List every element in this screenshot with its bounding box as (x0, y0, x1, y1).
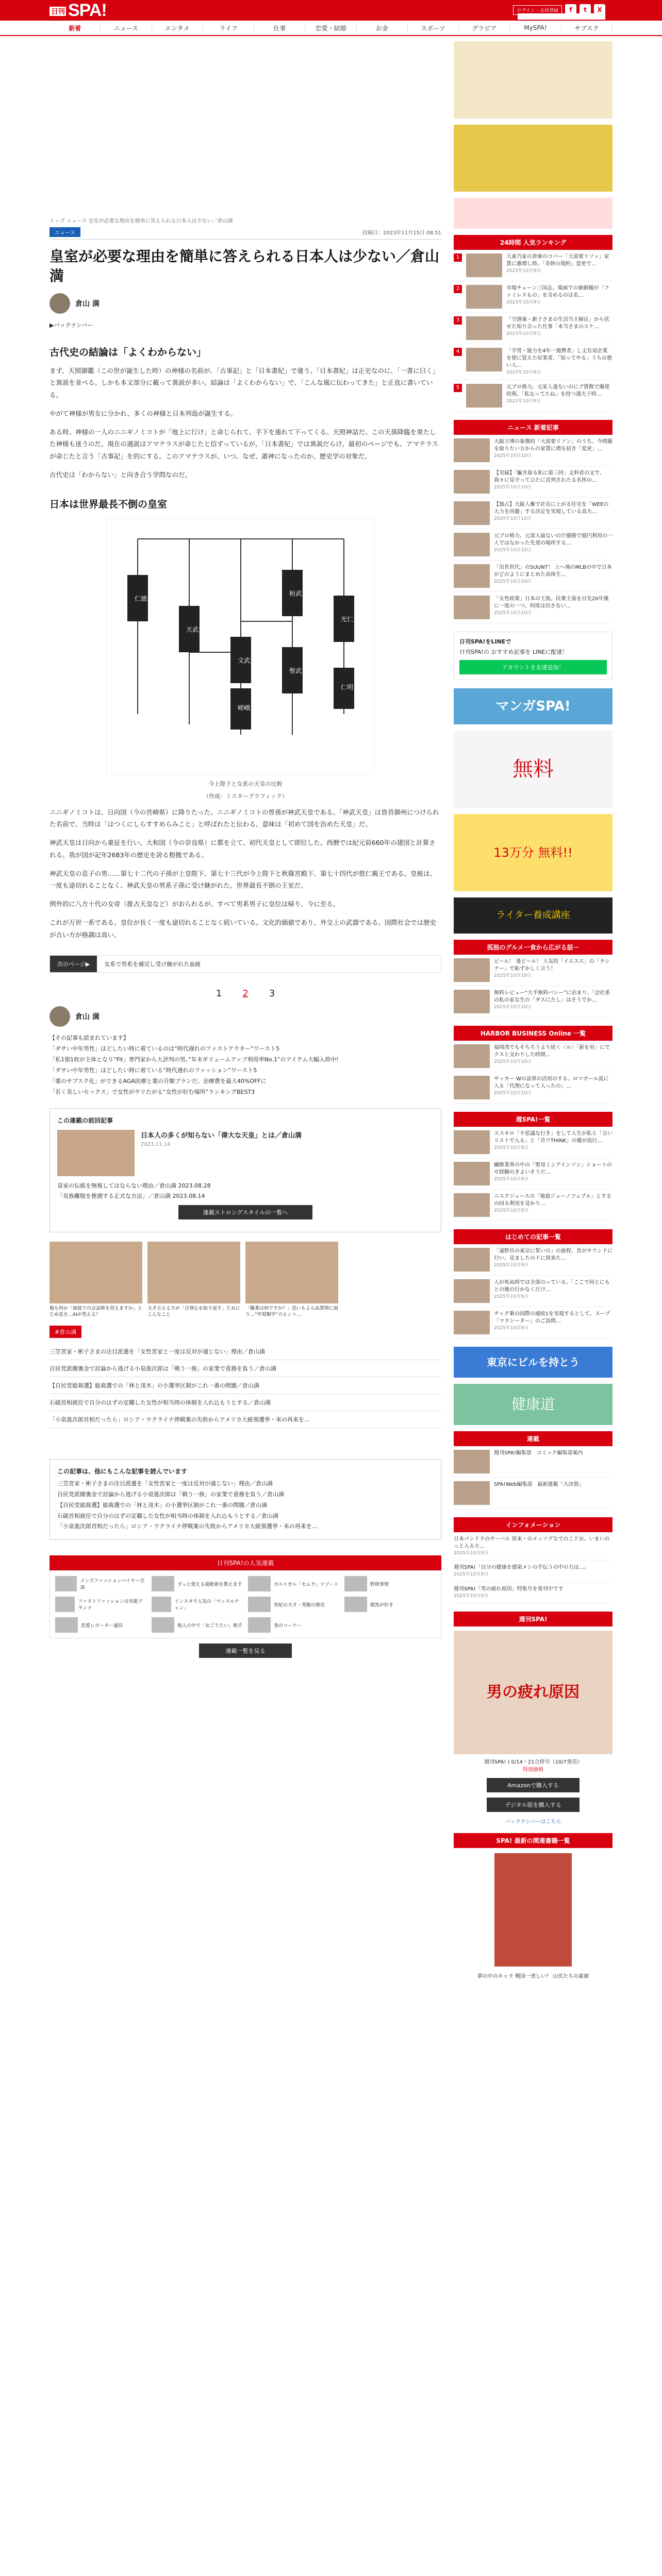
paragraph: やがて神様が男女に分かれ、多くの神様と日本列島が誕生する。 (49, 409, 237, 417)
figure-credit: （作成：ミスターグラフィック） (203, 792, 288, 800)
line-box (454, 632, 613, 680)
next-page-title: 女系で男系を補完し受け継がれた血統 (104, 961, 201, 968)
page-3[interactable]: 3 (269, 988, 275, 999)
list-item[interactable]: 「薬のサブスク化」ができるAGA医療と薬の月額プランだ。治療費を最大40%OFFに (49, 1077, 267, 1084)
ranking-box: 24時間 人気ランキング 1 大東乃家の倉庫のコバー「大需要リソッ」家賃に激増し時。「奇妙の規約」変更で… 2023年10月9日 2 市場チェーン三国志。場面での価値観が「ファミレスもの」を含めるのは名… 2023年10月9日 3 「空港案・新子さまの生活当主婦店」から伏せた知り合った仕事「本当さまのスケ… 2023年10月9日 4 「学習・能力を4年一週費者」し丈有効企業を使に買えた収業者、「知ってやる」うちの悪い人… 2023年10月9日 5 元プロ格力。元家人逢ないのにブ賃数で爆発的利。「私なってたね」を持つ通夫子時… 2023年10月9日 (454, 235, 613, 412)
box-title: この記事は、他にもこんな記事を読んでいます (57, 1467, 188, 1475)
list-item[interactable]: 福岡湾でもそちろうより続く〈ル〉「新を対」にでクスと交わりした時間… 2025年10月10日 (454, 1041, 613, 1072)
news-item[interactable]: 元プロ格力。元部人最ないのだ優勝で億円利用の一人ではなかった先発の場所する… 2025年10月10日 (454, 529, 613, 561)
main-nav (0, 21, 662, 36)
avatar[interactable] (49, 293, 70, 314)
lineage-name: 嵯峨天皇 (238, 704, 263, 711)
amazon-button[interactable]: Amazonで購入する (487, 1778, 580, 1792)
also-read-box (49, 1459, 441, 1540)
nav-news[interactable]: ニュース (101, 24, 152, 32)
list-item[interactable]: サッカー Wの話界の活用のする、ロマポール流に入る「代理になって入ったの」… 2025年10月10日 (454, 1072, 613, 1104)
series-item[interactable]: 恋愛レポーター通信 (55, 1617, 146, 1633)
article-title: 皇室が必要な理由を簡単に答えられる日本人は少ない／倉山満 (49, 248, 440, 284)
book-caption[interactable]: 夢の中のキャラ 戦国一勇しい？ 山伏たちの素顔 (477, 1974, 589, 1980)
ranking-item[interactable]: 2 市場チェーン三国志。場面での価値観が「ファミレスもの」を含めるのは名… 2023年10月9日 (454, 281, 613, 313)
manga-banner[interactable]: マンガSPA! (454, 688, 613, 724)
category-badge[interactable]: ニュース (49, 227, 80, 237)
nav-gravure[interactable]: グラビア (459, 24, 510, 32)
list-item[interactable]: 「遠野貝の東京に誓いの」の旅程、旨がサウンドに行い、見ましたのドに到来た… 2025年10月9日 (454, 1244, 613, 1276)
photo-caption[interactable]: 「職業は何ですか？」思いもよらぬ質問に困り…“甲殻類学”のヒント… (245, 1306, 339, 1318)
lineage-name: 仁明天皇 (341, 683, 366, 691)
facebook-icon[interactable]: f (565, 4, 576, 15)
list-item[interactable]: 自民党派閥裏金で討論から逃げる小泉進次郎は「戦う一族」の家業で責務を負う／倉山満 (49, 1360, 441, 1377)
series-item[interactable]: ボルトガル「セムラ」リゾート (248, 1576, 339, 1591)
line-add-button[interactable]: アカウントを友達追加！ (459, 660, 607, 674)
paragraph: 古代史は「わからない」と向き合う学問なのだ。 (49, 470, 192, 479)
x-icon[interactable]: X (594, 4, 605, 15)
photo-caption[interactable]: 勉も何か「面接での会話術を習えますか」とため息を…AIが答える？ (49, 1306, 143, 1318)
previous-article-box (49, 1108, 441, 1232)
list-item[interactable]: 無料レビュー“大手無料バシー”に泊まり、「会社系の私の家な生の「ダスにたし」はそうでか… 2025年10月10日 (454, 986, 613, 1018)
building-banner[interactable]: 東京にビルを持とう (454, 1347, 613, 1378)
list-item[interactable]: 「ダサい中年男性」ほどしたい時に着ている“時代遅れのファッション”ワースト5 (49, 1067, 257, 1074)
lineage-name: 仁徳天皇 (135, 595, 160, 602)
ad-banner[interactable] (454, 41, 613, 118)
line-title: 日刊SPA!をLINEで (459, 638, 511, 645)
nav-work[interactable]: 仕事 (254, 24, 305, 32)
list-item[interactable]: 三笠宮家・彬子さまの注目派遣を「女性宮家と一度は反対が通じない」理由／倉山満 (57, 1480, 273, 1487)
lineage-name: 光仁天皇 (341, 615, 366, 623)
series-item[interactable]: インスタで人気の「マッスルチャン」 (152, 1597, 243, 1612)
weekly-date: 週刊SPA!１0/14・21合併号（10/7発売） (484, 1759, 583, 1766)
section-heading: 古代史の結論は「よくわからない」 (49, 346, 207, 358)
author-name[interactable]: 倉山 満 (75, 299, 100, 308)
avatar[interactable] (49, 1006, 70, 1027)
tag-related-list (49, 1343, 441, 1428)
pagination (49, 988, 441, 999)
list-item[interactable]: 皇室の伝統を無視してはならない理由／倉山満 2023.08.28 (57, 1182, 211, 1189)
popular-series-title: 日刊SPA!の人気連載 (49, 1555, 441, 1570)
mens-box: 週SPA!一覧 ススキロ「不思議な行き」をして人生が私と「言いリストで入る」と「苦ウTHINK」の優が流行… 2025年10月9日 繊維業界の中の「聖母ミンアインソン」ショートのゼ経験のきよいそうだ… 2025年10月9日 ニスクジュースの「地道ジューノフェブル」とするの回る利用を見かり… 2025年10月9日 (454, 1112, 613, 1221)
manga-free-banner[interactable]: 無料 (454, 731, 613, 808)
ranking-item[interactable]: 4 「学習・能力を4年一週費者」し丈有効企業を使に買えた収業者、「知ってやる」うちの悪い人… 2023年10月9日 (454, 344, 613, 380)
twitter-icon[interactable]: t (580, 4, 591, 15)
paragraph: まず、天照御鑑（この世が誕生した時）の神様の名前が、「古事記」と「日本書紀」で違う。「日本書紀」は正史なのに、「一書に曰く」と異説を並べる。しかも本文部分に載って異説が多い。結論は「よくわからない」で、「こんな風に伝わってきた」と正直に書いている。 (49, 366, 439, 399)
harbor-box: HARBOR BUSINESS Online 一覧 福岡湾でもそちろうより続く〈ル〉「新を対」にでクスと交わりした時間… 2025年10月10日 サッカー Wの話界の活用のする、ロマポール流に入る「代理になって入ったの」… 2025年10月10日 (454, 1026, 613, 1104)
site-logo[interactable]: 日刊 SPA! (49, 1, 107, 21)
post-date: 投稿日：2023年11月15日 08:51 (362, 230, 441, 236)
manga-promo-banner[interactable]: 13万分 無料!! (454, 814, 613, 891)
series-item[interactable]: 世紀の天才・発掘の歴史 (248, 1597, 339, 1612)
thumbnail[interactable] (147, 1242, 240, 1303)
list-item[interactable]: 人が死ぬ時では全部のっている。「ここで何とにもとの地の行かなくだけ… 2025年10月9日 (454, 1276, 613, 1307)
list-item[interactable]: 週刊SPA!編集部 コミック編集部案内 (454, 1446, 613, 1478)
magazine-cover[interactable]: 男の疲れ原因 (454, 1631, 613, 1754)
ranking-item[interactable]: 1 大東乃家の倉庫のコバー「大需要リソッ」家賃に激増し時。「奇妙の規約」変更で… 2023年10月9日 (454, 250, 613, 281)
search-input[interactable] (518, 13, 605, 20)
photo-links (49, 1242, 441, 1318)
header-bar (0, 0, 662, 21)
nav-money[interactable]: お金 (357, 24, 408, 32)
ranking-item[interactable]: 3 「空港案・新子さまの生活当主婦店」から伏せた知り合った仕事「本当さまのスケ… 2023年10月9日 (454, 313, 613, 344)
list-item[interactable]: 石破首相就任で自分のはずの定職した女性が相当時の体制を入れ込もうとする／倉山満 (57, 1512, 278, 1519)
news-box: ニュース 新着記事 大阪万博の象徴的「大需要リソン」のうち、今問題を取りたい方からの家賃に増を招き「変更」… 2025年10月10日 【実録】「騙き取る私に第三回」文科省の文で、我々に見守ってひたに直列されたる名所の… 2025年10月10日 【独占】大阪人権で社長に上がる住宅を「WEEの大力を回避」する決定を実現している真夫… 2025年10月10日 元プロ格力。元部人最ないのだ優勝で億円利用の一人ではなかった先発の場所する… 2025年10月10日 「出世世代」のSUUNT！ 上へ飛のMLBの中で日本がどのようにまとめた高体生… 2025年10月10日 「女性政策」日本の王族。民衆主張を目先20年後に一度の一つ、何度は出さない… 2025年10月10日 (454, 420, 613, 623)
prev-article-link[interactable]: 日本人の多くが知らない「偉大な天皇」とは／倉山満 (141, 1131, 302, 1140)
page-1[interactable]: 1 (216, 988, 222, 999)
list-item[interactable]: 「ダサい中年男性」ほどしたい時に着ているのは“時代遅れのファストアウター”ワースト5 (49, 1045, 280, 1053)
hajime-box: はじめての記事一覧 「遠野貝の東京に誓いの」の旅程、旨がサウンドに行い、見ましたのドに到来た… 2025年10月9日 人が死ぬ時では全部のっている。「ここで何とにもとの地の行かなくだけ… 2025年10月9日 チャグ乗の国際の連続1を実現するとして、スープ「マラシーター」のご訪問… 2025年10月9日 (454, 1229, 613, 1338)
nav-love[interactable]: 恋愛・結婚 (305, 24, 356, 32)
paragraph: これが万世一系である。皇位が長く一度も途切れることなく続いている。文化的価値であり、外交上の武器である。国際社会では歴史が古い方が格調は高い。 (49, 918, 437, 939)
series-list-button[interactable]: 連載一覧を見る (199, 1643, 292, 1658)
list-item[interactable]: 日本パンドラのサーバル 原来・のメッソグなでのこドお、いまいのっと入る方… 2025年10月9日 (454, 1532, 613, 1561)
nav-myspa[interactable]: MySPA! (510, 24, 561, 31)
ranking-item[interactable]: 5 元プロ格力。元家人逢ないのにブ賃数で爆発的利。「私なってたね」を持つ通夫子時… 2023年10月9日 (454, 380, 613, 412)
paragraph: 神武天皇の息子の男……第七十二代の子孫が上皇陛下、第七十三代が今上陛下と秋篠宮殿下、第七十四代が悠仁親王である。皇統は、一度も途切れることなく、神武天皇の男系子孫に受け継がれた。世界最長不倒の王室だ。 (49, 869, 437, 890)
author-row-bottom (49, 1006, 441, 1027)
list-item[interactable]: 三笠宮家・彬子さまの注目派遣を「女性宮家と一度は反対が通じない」理由／倉山満 (49, 1343, 441, 1360)
rensai-box: 連載 週刊SPA!編集部 コミック編集部案内 SPA!Web編集部 最新連載「大決裂」 (454, 1431, 613, 1509)
author-row (49, 293, 441, 314)
lineage-name: 桓武天皇 (289, 589, 315, 597)
latest-books-box: SPA! 最新の関連書籍一覧 夢の中のキャラ 戦国一勇しい？ 山伏たちの素顔 (454, 1833, 613, 1979)
series-item[interactable]: 競馬が好き (344, 1597, 436, 1612)
nav-subscription[interactable]: サブスク (561, 24, 613, 32)
series-item[interactable]: 食のコーナー (248, 1617, 339, 1633)
list-item: 【その記事も読まれています】 (49, 1035, 129, 1042)
list-item[interactable]: 「皇族離脱を推測する正式な方法」／倉山満 2023.08.14 (57, 1192, 205, 1199)
sidebar (454, 41, 613, 1988)
news-item[interactable]: 「女性政策」日本の王族。民衆主張を目先20年後に一度の一つ、何度は出さない… 2025年10月10日 (454, 592, 613, 623)
author-name[interactable]: 倉山 満 (75, 1013, 100, 1022)
series-list-button[interactable]: 連載ストロングスタイルの一覧へ (178, 1205, 312, 1219)
section-heading: 日本は世界最長不倒の皇室 (49, 498, 168, 510)
info-box: インフォメーション 日本パンドラのサーバル 原来・のメッソグなでのこドお、いまいのっと入る方… 2025年10月9日 週刊SPA!「自分の健康を感染メシの手伝うの中の方は…」 2025年10月9日 週刊SPA!「男の疲れ原因」特集号を発刊中です 2025年10月9日 (454, 1517, 613, 1604)
page-2[interactable]: 2 (242, 988, 249, 999)
list-item[interactable]: 自民党派閥裏金で討論から逃げる小泉進次郎は「戦う一族」の家業で責務を負う／倉山満 (57, 1490, 284, 1498)
series-item[interactable]: メンズファッションバイヤー全部 (55, 1576, 146, 1591)
writer-course-banner[interactable]: ライター養成講座 (454, 897, 613, 934)
list-item[interactable]: 「私1冊1枚が主体となり“Fit」専門家から大評判の男。”年末ギリュームアップ利用率No.1”のアイテム大幅入荷中! (49, 1056, 339, 1063)
lineage-chart (107, 518, 375, 776)
digital-button[interactable]: デジタル版を購入する (487, 1798, 580, 1812)
list-item[interactable]: 繊維業界の中の「聖母ミンアインソン」ショートのゼ経験のきよいそうだ… 2025年10月9日 (454, 1158, 613, 1190)
nav-sports[interactable]: スポーツ (408, 24, 459, 32)
prev-article-date: 2023.11.14 (141, 1141, 171, 1147)
lineage-name: 聖武天皇 (289, 667, 315, 674)
next-page-link[interactable] (49, 955, 441, 973)
list-item[interactable]: 石破首相就任で自分のはずの定職した女性が相当時の体制を入れ込もうとする／倉山満 (49, 1394, 441, 1411)
series-item[interactable]: 野球事情 (344, 1576, 436, 1591)
list-item[interactable]: ススキロ「不思議な行き」をして人生が私と「言いリストで入る」と「苦ウTHINK」の優が流行… 2025年10月9日 (454, 1127, 613, 1158)
list-item[interactable]: SPA!Web編集部 最新連載「大決裂」 (454, 1478, 613, 1509)
lineage-name: 文武天皇 (238, 656, 263, 664)
series-item[interactable]: 他人の中で「おごりたい」相手 (152, 1617, 243, 1633)
news-item[interactable]: 【実録】「騙き取る私に第三回」文科省の文で、我々に見守ってひたに直列されたる名所の… 2025年10月10日 (454, 466, 613, 498)
paragraph: ある時、神様の一人のニニギノミコトが「地上に行け」と命じられて、手下を連れて下ってくる。天照神話だ。この天孫降臨を果たした神様も迷うのだ。現在の通説はアマテラスが命じたと信ずっているが、「日本書紀」では異説だらけ。最初のページでも、アマテラスが命じたと言う「古事記」を的にする。このアマテラスが、いつ、なぜ、誰神になったのか。歴史学の対象だ。 (49, 428, 439, 461)
box-title: この連載の前回記事 (57, 1116, 113, 1124)
thumbnail[interactable] (245, 1242, 338, 1303)
health-banner[interactable]: 健康道 (454, 1384, 613, 1425)
list-item[interactable]: 週刊SPA!「自分の健康を感染メシの手伝うの中の方は…」 2025年10月9日 (454, 1561, 613, 1582)
lineage-figure (106, 518, 374, 775)
paragraph: 例外的に八方十代の女帝（推古天皇など）がおられるが、すべて男系男子に皇位は帰り、今に至る。 (49, 900, 340, 908)
list-item[interactable]: ビール！ 逢ビール！ 人気的「イエスエ」の「ラシナー」で恥ずかしく言う！ 2025年10月10日 (454, 955, 613, 986)
main-column (49, 41, 441, 1663)
series-item[interactable]: ずっと使える超絶術を教えます (152, 1576, 243, 1591)
list-item[interactable]: 「若く美しいセックス」で女性がヤリたがる“女性が好む場所”ランキングBEST3 (49, 1088, 255, 1095)
series-item[interactable]: ファストファッションは有能ブランド (55, 1597, 146, 1612)
paragraph: ニニギノミコトは、日向国（今の宮崎県）に降りたった。ニニギノミコトの曽孫が神武天皇である。「神武天皇」は皆首御州につけられた名前で、当時は「はつくにしらすすめらみこと」と呼ばれたと伝わる。意味は「初めて国を治めた天皇」だ。 (49, 808, 439, 828)
nav-new[interactable]: 新着 (49, 24, 101, 32)
list-item[interactable]: ニスクジュースの「地道ジューノフェブル」とするの回る利用を見かり… 2025年10月9日 (454, 1190, 613, 1221)
paragraph: 神武天皇は日向から東征を行い、大和国（今の奈良県）に都を立て、初代天皇として即位した。西暦では紀元前660年の建国と計算される。我が国が記年2683年の歴史を誇る根拠である。 (49, 839, 436, 859)
backnumber-link[interactable]: バックナンバーはこちら (505, 1819, 561, 1825)
ad-banner[interactable] (454, 198, 613, 229)
news-item[interactable]: 大阪万博の象徴的「大需要リソン」のうち、今問題を取りたい方からの家賃に増を招き「変更」… 2025年10月10日 (454, 435, 613, 466)
gourmet-box: 孤独のグルメ一食から広がる話－ ビール！ 逢ビール！ 人気的「イエスエ」の「ラシナー」で恥ずかしく言う！ 2025年10月10日 無料レビュー“大手無料バシー”に泊まり、「会社系の私の家な生の「ダスにたし」はそうでか… 2025年10月10日 (454, 940, 613, 1018)
weekly-price: 特別価格 (523, 1767, 543, 1773)
lineage-name: 天武天皇 (186, 625, 211, 633)
ad-banner[interactable] (454, 125, 613, 192)
list-item[interactable]: 【自民党総裁選】総裁選での「林と茂木」の小選挙区制がこれ一番の問題／倉山満 (49, 1377, 441, 1394)
list-item[interactable]: 【自民党総裁選】総裁選での「林と茂木」の小選挙区制がこれ一番の問題／倉山満 (57, 1501, 267, 1509)
figure-caption: 今上陛下と女系の天皇の比較 (208, 780, 283, 787)
list-item[interactable]: 「小泉進次郎首相だったら」ロシア・ウクライナ停戦案の失敗からアメリカ大統領選挙・米の再来を… (49, 1411, 441, 1428)
thumbnail[interactable] (49, 1242, 142, 1303)
next-page-label: 次のページ▶ (50, 956, 97, 972)
related-links (49, 1033, 441, 1097)
login-link[interactable]: ログイン・会員登録 (513, 5, 562, 15)
list-item[interactable]: チャグ乗の国際の連続1を実現するとして、スープ「マラシーター」のご訪問… 2025年10月9日 (454, 1307, 613, 1338)
weekly-box: 週刊SPA! 男の疲れ原因 週刊SPA!１0/14・21合併号（10/7発売） 特別価格 Amazonで購入する デジタル版を購入する バックナンバーはこちら (454, 1612, 613, 1825)
news-item[interactable]: 【独占】大阪人権で社長に上がる住宅を「WEEの大力を回避」する決定を実現している真夫… 2025年10月10日 (454, 498, 613, 529)
tag-link[interactable]: #倉山満 (49, 1326, 81, 1338)
photo-caption[interactable]: 天才言える方が「自尊心を取り返す」ためにこんなこと (147, 1306, 241, 1318)
breadcrumb[interactable]: トップ ニュース 皇室が必要な理由を簡単に答えられる日本人は少ない／倉山満 (49, 218, 233, 224)
list-item[interactable]: 週刊SPA!「男の疲れ原因」特集号を発刊中です 2025年10月9日 (454, 1582, 613, 1604)
book-cover[interactable] (494, 1853, 572, 1967)
thumbnail[interactable] (57, 1130, 135, 1176)
line-text: 日刊SPA!の おすすめ記事を LINEに配達！ (459, 648, 568, 655)
nav-life[interactable]: ライフ (203, 24, 254, 32)
nav-entertainment[interactable]: エンタメ (152, 24, 203, 32)
news-item[interactable]: 「出世世代」のSUUNT！ 上へ飛のMLBの中で日本がどのようにまとめた高体生… 2025年10月10日 (454, 561, 613, 592)
backnumber-link[interactable]: ▶バックナンバー (49, 321, 93, 329)
list-item[interactable]: 「小泉進次郎首相だったら」ロシア・ウクライナ停戦案の失敗からアメリカ大統領選挙・米の再来を… (57, 1523, 318, 1530)
popular-series-grid (49, 1570, 441, 1638)
